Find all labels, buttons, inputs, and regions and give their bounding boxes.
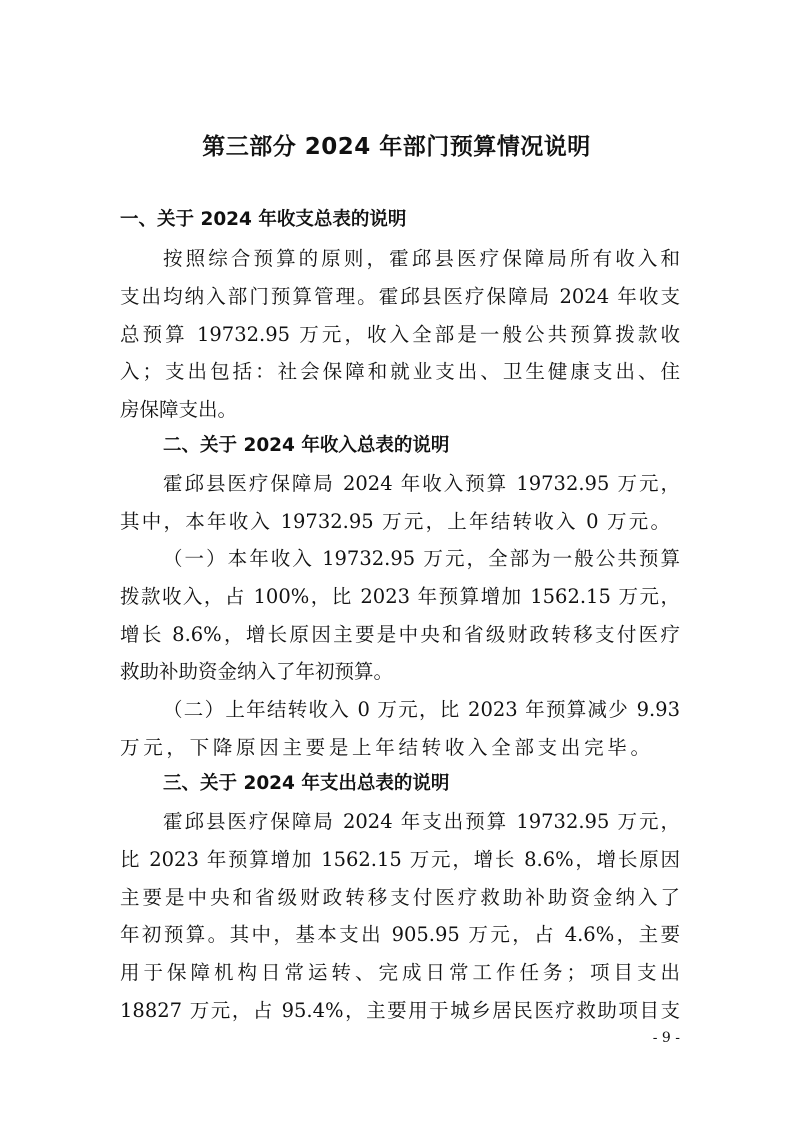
paragraph-line: 年初预算。其中，基本支出 905.95 万元，占 4.6%，主要 [120, 923, 680, 946]
section-heading-1: 一、关于 2024 年收支总表的说明 [120, 209, 407, 230]
paragraph-line: 总预算 19732.95 万元，收入全部是一般公共预算拨款收 [120, 323, 680, 346]
paragraph-line: 主要是中央和省级财政转移支付医疗救助补助资金纳入了 [120, 886, 680, 909]
paragraph-line: 万元，下降原因主要是上年结转收入全部支出完毕。 [120, 736, 650, 759]
paragraph-line: 入；支出包括：社会保障和就业支出、卫生健康支出、住 [120, 360, 680, 383]
page-number: - 9 - [652, 1030, 680, 1046]
paragraph-line: （二）上年结转收入 0 万元，比 2023 年预算减少 9.93 [163, 698, 680, 721]
paragraph-line: 霍邱县医疗保障局 2024 年收入预算 19732.95 万元， [163, 472, 680, 495]
paragraph-line: 救助补助资金纳入了年初预算。 [120, 660, 394, 683]
paragraph-line: 支出均纳入部门预算管理。霍邱县医疗保障局 2024 年收支 [120, 285, 680, 308]
paragraph-line: 比 2023 年预算增加 1562.15 万元，增长 8.6%，增长原因 [120, 848, 680, 871]
paragraph-line: 其中，本年收入 19732.95 万元，上年结转收入 0 万元。 [120, 510, 670, 533]
paragraph-line: 拨款收入，占 100%，比 2023 年预算增加 1562.15 万元， [120, 585, 680, 608]
section-heading-2: 二、关于 2024 年收入总表的说明 [163, 435, 450, 456]
paragraph-line: 房保障支出。 [120, 398, 238, 421]
paragraph-line: （一）本年收入 19732.95 万元，全部为一般公共预算 [163, 547, 680, 570]
paragraph-line: 用于保障机构日常运转、完成日常工作任务；项目支出 [120, 961, 680, 984]
section-heading-3: 三、关于 2024 年支出总表的说明 [163, 773, 450, 794]
paragraph-line: 18827 万元，占 95.4%，主要用于城乡居民医疗救助项目支 [120, 999, 680, 1022]
paragraph-line: 按照综合预算的原则，霍邱县医疗保障局所有收入和 [163, 247, 680, 270]
paragraph-line: 增长 8.6%，增长原因主要是中央和省级财政转移支付医疗 [120, 623, 680, 646]
paragraph-line: 霍邱县医疗保障局 2024 年支出预算 19732.95 万元， [163, 810, 680, 833]
page-title: 第三部分 2024 年部门预算情况说明 [202, 134, 591, 160]
